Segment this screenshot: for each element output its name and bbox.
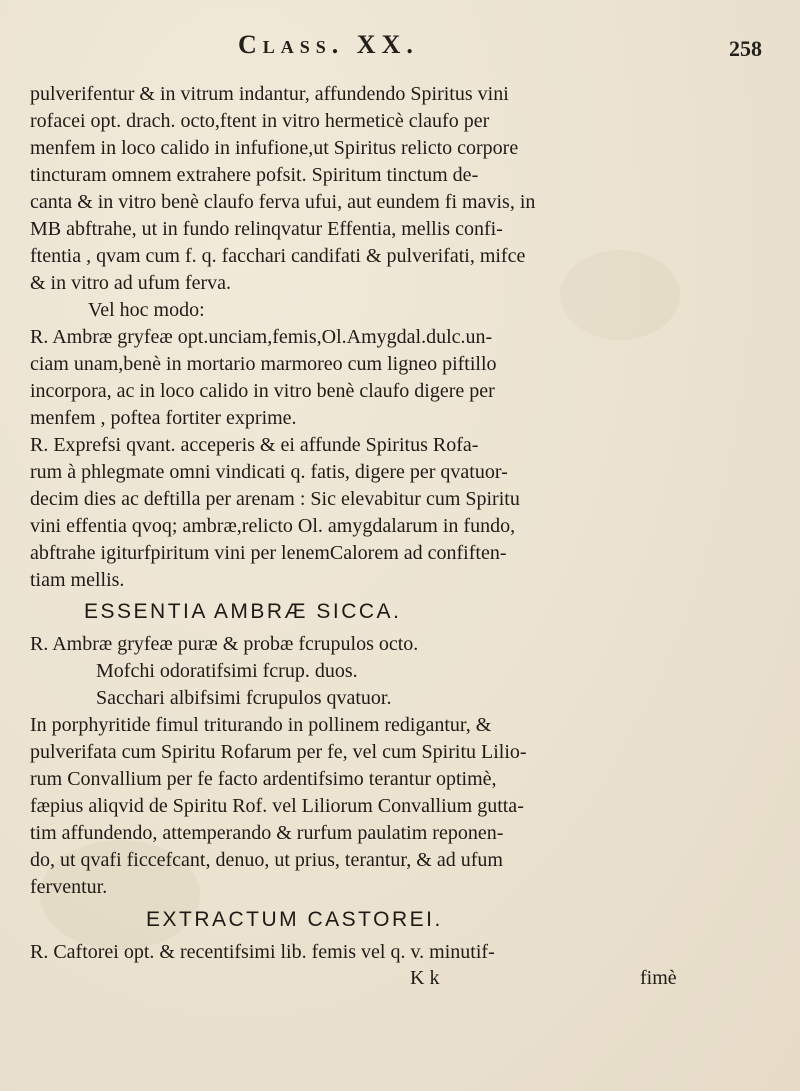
text-line: tim affundendo, attemperando & rurfum paulatim reponen- xyxy=(30,822,504,844)
text-line: Mofchi odoratifsimi fcrup. duos. xyxy=(96,660,358,682)
text-line: do, ut qvafi ficcefcant, denuo, ut prius, terantur, & ad ufum xyxy=(30,849,503,871)
running-title: Class. XX. xyxy=(238,30,419,59)
text-line: ciam unam,benè in mortario marmoreo cum ligneo piftillo xyxy=(30,353,497,375)
text-line: vini effentia qvoq; ambræ,relicto Ol. amygdalarum in fundo, xyxy=(30,515,516,537)
signature-mark: K k xyxy=(410,967,440,989)
text-line: R. Caftorei opt. & recentifsimi lib. femis vel q. v. minutif- xyxy=(30,941,495,963)
catchword: fimè xyxy=(640,967,677,989)
text-line: tiam mellis. xyxy=(30,569,125,591)
text-line: menfem in loco calido in infufione,ut Spiritus relicto corpore xyxy=(30,137,519,159)
text-line: canta & in vitro benè claufo ferva ufui, aut eundem fi mavis, in xyxy=(30,191,536,213)
text-line: rum à phlegmate omni vindicati q. fatis, digere per qvatuor- xyxy=(30,461,508,483)
section-heading: EXTRACTUM CASTOREI. xyxy=(146,908,443,931)
text-line: & in vitro ad ufum ferva. xyxy=(30,272,232,294)
text-line: ferventur. xyxy=(30,876,108,898)
text-line: R. Ambræ gryfeæ opt.unciam,femis,Ol.Amygdal.dulc.un- xyxy=(30,326,493,348)
text-line: Vel hoc modo: xyxy=(88,299,205,321)
text-line: fæpius aliqvid de Spiritu Rof. vel Liliorum Convallium gutta- xyxy=(30,795,524,817)
text-line: R. Exprefsi qvant. acceperis & ei affunde Spiritus Rofa- xyxy=(30,434,479,456)
paper-stain xyxy=(560,250,680,340)
text-line: incorpora, ac in loco calido in vitro benè claufo digere per xyxy=(30,380,495,402)
text-line: pulverifentur & in vitrum indantur, affundendo Spiritus vini xyxy=(30,83,509,105)
section-heading: ESSENTIA AMBRÆ SICCA. xyxy=(84,600,402,623)
text-line: rofacei opt. drach. octo,ftent in vitro hermeticè claufo per xyxy=(30,110,490,132)
text-line: menfem , poftea fortiter exprime. xyxy=(30,407,297,429)
page-number: 258 xyxy=(729,36,762,61)
text-line: R. Ambræ gryfeæ puræ & probæ fcrupulos octo. xyxy=(30,633,419,655)
text-line: tincturam omnem extrahere pofsit. Spiritum tinctum de- xyxy=(30,164,479,186)
text-line: ftentia , qvam cum f. q. facchari candifati & pulverifati, mifce xyxy=(30,245,526,267)
text-line: rum Convallium per fe facto ardentifsimo terantur optimè, xyxy=(30,768,497,790)
text-line: MB abftrahe, ut in fundo relinqvatur Effentia, mellis confi- xyxy=(30,218,503,240)
text-line: Sacchari albifsimi fcrupulos qvatuor. xyxy=(96,687,392,709)
text-line: abftrahe igiturfpiritum vini per lenemCalorem ad confiften- xyxy=(30,542,507,564)
text-line: pulverifata cum Spiritu Rofarum per fe, vel cum Spiritu Lilio- xyxy=(30,741,527,763)
page-header xyxy=(0,30,800,70)
text-line: In porphyritide fimul triturando in pollinem redigantur, & xyxy=(30,714,492,736)
text-line: decim dies ac deftilla per arenam : Sic elevabitur cum Spiritu xyxy=(30,488,520,510)
